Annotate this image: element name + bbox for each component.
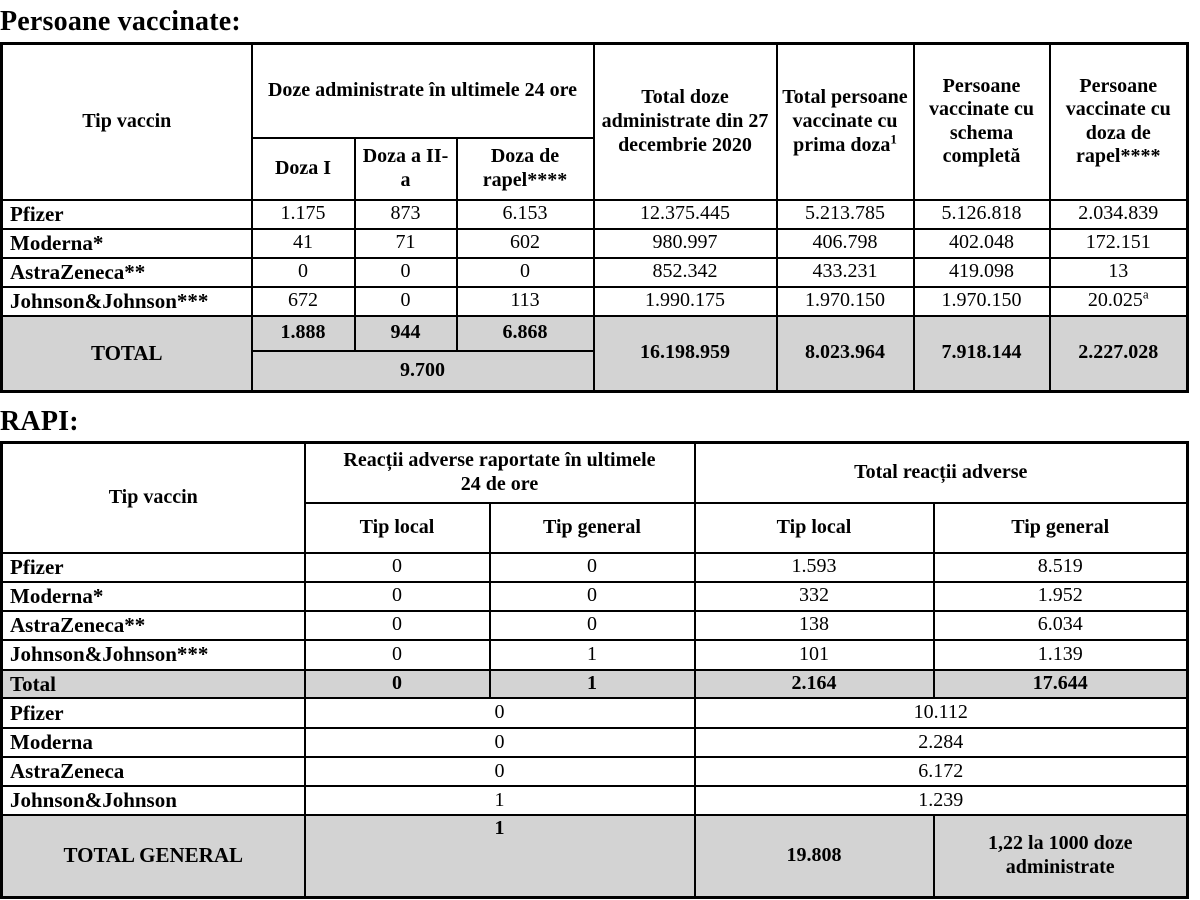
- cell-vaccine-name: AstraZeneca**: [2, 611, 305, 640]
- col-header-tip-vaccin: Tip vaccin: [2, 44, 252, 200]
- cell-local-total: 332: [695, 582, 934, 611]
- cell-total-doze: 980.997: [594, 229, 777, 258]
- table-row: [2, 553, 1188, 582]
- cell-local-24h: 0: [305, 582, 490, 611]
- table-row: [2, 44, 1188, 138]
- cell-reported-24h: 0: [305, 757, 695, 786]
- rapi-table: [0, 441, 1189, 899]
- cell-total-general-24h: 1: [490, 670, 695, 699]
- cell-total-general: 17.644: [934, 670, 1188, 699]
- cell-vaccine-name: Johnson&Johnson***: [2, 640, 305, 670]
- cell-total-general-count: 19.808: [695, 815, 934, 897]
- cell-persoane-rapel-text: 13: [1108, 260, 1129, 283]
- cell-general-24h: 0: [490, 611, 695, 640]
- cell-doza-rapel: 113: [457, 287, 594, 316]
- cell-prima-doza: 5.213.785: [777, 200, 914, 229]
- col-header-total-doze: Total doze administrate din 27 decembrie 2020: [594, 44, 777, 200]
- cell-vaccine-name: Pfizer: [2, 553, 305, 582]
- cell-local-total: 101: [695, 640, 934, 670]
- cell-schema: 1.970.150: [914, 287, 1050, 316]
- cell-local-total: 1.593: [695, 553, 934, 582]
- cell-total-local-24h: 0: [305, 670, 490, 699]
- cell-total-reactii: 1.239: [695, 786, 1188, 815]
- cell-prima-doza: 406.798: [777, 229, 914, 258]
- cell-persoane-rapel: [1050, 258, 1188, 287]
- cell-total-reactii: 10.112: [695, 698, 1188, 728]
- cell-schema: 419.098: [914, 258, 1050, 287]
- cell-schema: 402.048: [914, 229, 1050, 258]
- cell-doza1: 0: [252, 258, 355, 287]
- col-header-doze-24h: Doze administrate în ultimele 24 ore: [252, 44, 594, 138]
- cell-reported-24h: 0: [305, 728, 695, 757]
- col-header-reactii-24h: Reacții adverse raportate în ultimele 24 de ore: [305, 443, 695, 503]
- cell-doza-rapel: 0: [457, 258, 594, 287]
- cell-reported-24h: 0: [305, 698, 695, 728]
- cell-total-general-label: TOTAL GENERAL: [2, 815, 305, 897]
- table-row-total: [2, 670, 1188, 699]
- cell-prima-doza: 1.970.150: [777, 287, 914, 316]
- cell-local-24h: 0: [305, 553, 490, 582]
- table-row-total-general: [2, 815, 1188, 897]
- vaccinated-table: [0, 42, 1189, 393]
- col-header-schema-completa: Persoane vaccinate cu schema completă: [914, 44, 1050, 200]
- table-row: [2, 200, 1188, 229]
- cell-persoane-rapel-text: 2.034.839: [1078, 202, 1159, 225]
- cell-doza2: 0: [355, 287, 457, 316]
- col-header-persoane-rapel: Persoane vaccinate cu doza de rapel****: [1050, 44, 1188, 200]
- cell-vaccine-name: Moderna*: [2, 229, 252, 258]
- cell-prima-doza: 433.231: [777, 258, 914, 287]
- cell-total-general-rate: 1,22 la 1000 doze administrate: [934, 815, 1188, 897]
- cell-total-reactii: 2.284: [695, 728, 1188, 757]
- cell-reported-24h: 1: [305, 786, 695, 815]
- cell-total-reactii: 6.172: [695, 757, 1188, 786]
- col-header-total-prima-doza: [777, 44, 914, 200]
- col-header-doza-2: Doza a II-a: [355, 138, 457, 200]
- cell-general-total: 1.952: [934, 582, 1188, 611]
- col-header-tip-local-24h: Tip local: [305, 503, 490, 553]
- cell-general-total: 6.034: [934, 611, 1188, 640]
- col-header-doza-1: Doza I: [252, 138, 355, 200]
- cell-total-general-24h: 1: [305, 815, 695, 897]
- col-header-total-reactii: Total reacții adverse: [695, 443, 1188, 503]
- table-row: [2, 229, 1188, 258]
- table-row: [2, 611, 1188, 640]
- cell-local-24h: 0: [305, 611, 490, 640]
- col-header-total-prima-text: Total persoane vaccinate cu prima doza: [782, 86, 908, 156]
- cell-doza2: 873: [355, 200, 457, 229]
- cell-total-schema: 7.918.144: [914, 316, 1050, 392]
- cell-vaccine-name: Johnson&Johnson: [2, 786, 305, 815]
- cell-persoane-rapel: [1050, 229, 1188, 258]
- cell-doza1: 1.175: [252, 200, 355, 229]
- table-row: [2, 786, 1188, 815]
- table-row: [2, 287, 1188, 316]
- col-header-tip-general-24h: Tip general: [490, 503, 695, 553]
- table-row: [2, 728, 1188, 757]
- cell-persoane-rapel-text: 20.025: [1087, 289, 1143, 312]
- cell-vaccine-name: AstraZeneca**: [2, 258, 252, 287]
- cell-doza2: 0: [355, 258, 457, 287]
- table-row: [2, 640, 1188, 670]
- cell-general-24h: 0: [490, 553, 695, 582]
- cell-total-prima: 8.023.964: [777, 316, 914, 392]
- cell-total-local: 2.164: [695, 670, 934, 699]
- table-row: [2, 757, 1188, 786]
- cell-local-24h: 0: [305, 640, 490, 670]
- footnote-superscript: a: [1142, 286, 1149, 302]
- section-title-vaccinated: Persoane vaccinate:: [0, 6, 241, 37]
- cell-total-doza2: 944: [355, 316, 457, 351]
- col-header-tip-general-total: Tip general: [934, 503, 1188, 553]
- cell-vaccine-name: Moderna*: [2, 582, 305, 611]
- cell-total-doze: 12.375.445: [594, 200, 777, 229]
- cell-total-24h-sum: 9.700: [252, 351, 594, 392]
- cell-persoane-rapel: [1050, 200, 1188, 229]
- cell-total-doze: 852.342: [594, 258, 777, 287]
- table-row: [2, 582, 1188, 611]
- cell-total-rapel: 2.227.028: [1050, 316, 1188, 392]
- cell-local-total: 138: [695, 611, 934, 640]
- col-header-tip-vaccin: Tip vaccin: [2, 443, 305, 553]
- cell-total-doze: 1.990.175: [594, 287, 777, 316]
- cell-vaccine-name: AstraZeneca: [2, 757, 305, 786]
- cell-vaccine-name: Pfizer: [2, 698, 305, 728]
- footnote-superscript: 1: [890, 130, 897, 146]
- cell-general-24h: 1: [490, 640, 695, 670]
- section-title-rapi: RAPI:: [0, 406, 79, 437]
- cell-persoane-rapel-text: 172.151: [1085, 231, 1151, 254]
- cell-doza1: 672: [252, 287, 355, 316]
- table-row: [2, 443, 1188, 503]
- cell-general-24h: 0: [490, 582, 695, 611]
- cell-vaccine-name: Moderna: [2, 728, 305, 757]
- table-row-total: [2, 316, 1188, 351]
- cell-total-label: Total: [2, 670, 305, 699]
- cell-general-total: 1.139: [934, 640, 1188, 670]
- cell-schema: 5.126.818: [914, 200, 1050, 229]
- cell-doza-rapel: 6.153: [457, 200, 594, 229]
- cell-total-doza-rapel: 6.868: [457, 316, 594, 351]
- cell-total-label: TOTAL: [2, 316, 252, 392]
- cell-persoane-rapel: [1050, 287, 1188, 316]
- cell-total-doza1: 1.888: [252, 316, 355, 351]
- cell-doza2: 71: [355, 229, 457, 258]
- table-row: [2, 258, 1188, 287]
- cell-general-total: 8.519: [934, 553, 1188, 582]
- cell-doza1: 41: [252, 229, 355, 258]
- col-header-doza-rapel: Doza de rapel****: [457, 138, 594, 200]
- cell-vaccine-name: Pfizer: [2, 200, 252, 229]
- cell-total-doze-general: 16.198.959: [594, 316, 777, 392]
- cell-doza-rapel: 602: [457, 229, 594, 258]
- cell-vaccine-name: Johnson&Johnson***: [2, 287, 252, 316]
- table-row: [2, 698, 1188, 728]
- col-header-tip-local-total: Tip local: [695, 503, 934, 553]
